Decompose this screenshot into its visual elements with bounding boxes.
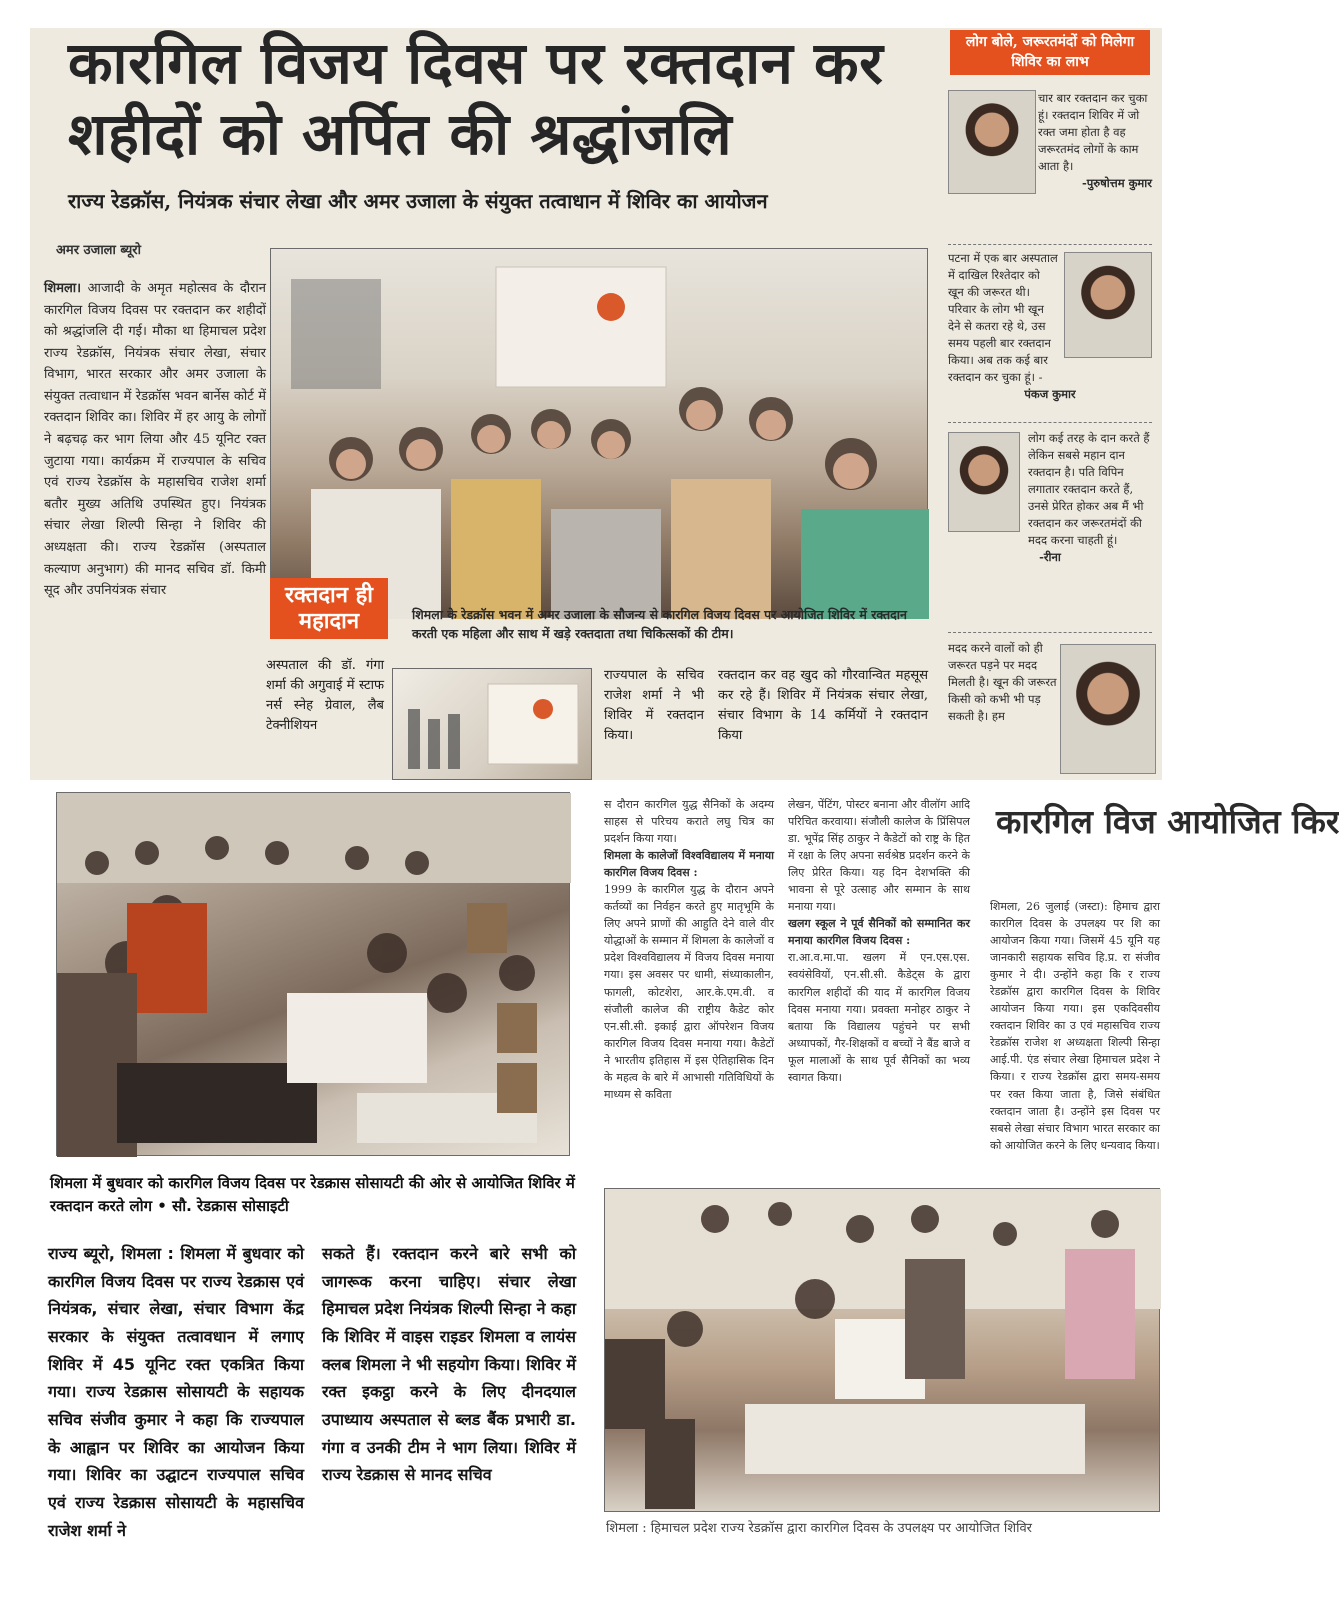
headline: कारगिल विजय दिवस पर रक्तदान कर शहीदों को अर्पित की श्रद्धांजलि — [68, 29, 884, 168]
subheadline: राज्य रेडक्रॉस, नियंत्रक संचार लेखा और अमर उजाला के संयुक्त तत्वाधान में शिविर का आयोजन — [68, 189, 768, 213]
blood-donation-hall-photo — [604, 1188, 1160, 1512]
article-column-4: रक्तदान कर वह खुद को गौरवान्वित महसूस कर रहे हैं। शिविर में नियंत्रक संचार लेखा, संचार विभाग के 14 कर्मियों ने रक्तदान किया — [718, 668, 928, 744]
campaign-poster-photo — [392, 668, 592, 780]
dateline: शिमला। — [44, 281, 82, 296]
sidebar-header: लोग बोले, जरूरतमंदों को मिलेगा शिविर का लाभ — [950, 30, 1150, 75]
portrait-reena — [948, 432, 1020, 532]
newspaper-clipping-amar-ujala — [30, 28, 1162, 780]
article-text: 1999 के कारगिल युद्ध के दौरान अपने कर्तव्यों का निर्वहन करते हुए मातृभूमि के लिए अपने प्राणों की आहुति देने वाले वीर योद्धाओं के सम्मान में शिमला के कालेजों व प्रदेश विश्वविद्यालय में विजय दिवस मनाया गया। इस अवसर पर धामी, संध्याकालीन, फागली, कोटशेरा, आर.के.एम.वी. व संजौली कालेज की राष्ट्रीय कैडेट कोर एन.सी.सी. इकाई द्वारा ऑपरेशन विजय कारगिल विजय दिवस मनाया गया। कैडेटों ने भारतीय इतिहास में इस ऐतिहासिक दिन के महत्व के बारे में आभासी गतिविधियों के माध्यम से कविता — [604, 883, 774, 1101]
section-subhead: शिमला के कालेजों विश्वविद्यालय में मनाया कारगिल विजय दिवस : — [604, 849, 774, 880]
photo-caption: शिमला के रेडक्रॉस भवन में अमर उजाला के सौजन्य से कारगिल विजय दिवस पर आयोजित शिविर में रक्तदान करती एक महिला और साथ में खड़े रक्तदाता तथा चिकित्सकों की टीम। — [412, 607, 907, 641]
blood-donation-room-photo — [56, 792, 570, 1156]
divider — [948, 244, 1152, 245]
headline: कारगिल विज आयोजित किर — [996, 802, 1339, 841]
article-text: स दौरान कारगिल युद्ध सैनिकों के अदम्य साहस से परिचय कराते लघु चित्र का प्रदर्शन किया गया। — [604, 798, 774, 846]
poster-placeholder — [393, 669, 593, 781]
quote-text: चार बार रक्तदान कर चुका हूं। रक्तदान शिविर में जो रक्त जमा होता है वह जरूरतमंद लोगों के काम आता है। — [1038, 91, 1148, 174]
photo-caption: शिमला में बुधवार को कारगिल विजय दिवस पर रेडक्रास सोसायटी की ओर से आयोजित शिविर में रक्तदान करते लोग • सौ. रेडक्रास सोसाइटी — [50, 1174, 575, 1215]
article-column-1 — [48, 1240, 304, 1538]
photo-tag: रक्तदान ही महादान — [270, 578, 388, 639]
photo-placeholder — [605, 1189, 1161, 1513]
quote-4 — [948, 640, 1058, 780]
article-column-2: अस्पताल की डॉ. गंगा शर्मा की अगुवाई में स्टाफ नर्स स्नेह ग्रेवाल, लैब टेक्नीशियन — [266, 658, 384, 734]
quote-text: लोग कई तरह के दान करते हैं लेकिन सबसे महान दान रक्तदान है। पति विपिन लगातार रक्तदान करते हैं, उनसे प्रेरित होकर अब मैं भी रक्तदान कर जरूरतमंदों की मदद करना चाहती हूं। — [1028, 431, 1150, 548]
section-subhead: खलग स्कूल ने पूर्व सैनिकों को सम्मानित कर मनाया कारगिल विजय दिवस : — [788, 917, 970, 948]
article-column-3: शिमला, 26 जुलाई (जस्टा): हिमाच द्वारा कारगिल दिवस के उपलक्ष्य पर शि का आयोजन किया गया। जिसमें 45 यूनि यह जानकारी सहायक सचिव हि.प्र. रा संजीव कुमार ने दी। उन्होंने कहा कि र राज्य रेडक्रॉस द्वारा कारगिल दिवस के शिविर आयोजन किया गया। इस एकदिवसीय रक्तदान शिविर का उ एवं महासचिव राज्य रेडक्रॉस राजेश श अध्यक्षता शिल्पी सिन्हा आई.पी. एंड संचार लेखा हिमाचल प्रदेश ने किया। र राज्य रेडक्रॉस द्वारा समय-समय पर रक्त किया जाता है, जिसे संबंधित रक्तदान जाता है। उन्होंने इस दिवस पर सबसे लेखा संचार विभाग भारत सरकार का को आयोजित करने के लिए धन्यवाद किया। — [990, 900, 1160, 1152]
divider — [948, 632, 1152, 633]
quote-1 — [1038, 90, 1152, 240]
portrait-pankaj — [1064, 252, 1152, 358]
byline: अमर उजाला ब्यूरो — [56, 243, 141, 258]
quote-3 — [948, 430, 1152, 626]
dateline: राज्य ब्यूरो, शिमला : — [48, 1244, 174, 1263]
divider — [948, 422, 1152, 423]
quote-text: पटना में एक बार अस्पताल में दाखिल रिश्तेदार को खून की जरूरत थी। परिवार के लोग भी खून देने से कतरा रहे थे, उस समय पहली बार रक्तदान किया। अब तक कई बार रक्तदान कर चुका हूं। - — [948, 251, 1058, 385]
article-text: लेखन, पेंटिंग, पोस्टर बनाना और वीलॉग आदि परिचित करवाया। संजौली कालेज के प्रिंसिपल डा. भूपेंद्र सिंह ठाकुर ने कैडेटों को राष्ट्र के हित में रक्षा के लिए अपना सर्वश्रेष्ठ प्रदर्शन करने के लिए प्रेरित किया। यह दिन देशभक्ति की भावना से पूरे उत्साह और सम्मान के साथ मनाया गया। — [788, 798, 970, 914]
article-text: रा.आ.व.मा.पा. खलग में एन.एस.एस. स्वयंसेवियों, एन.सी.सी. कैडेट्स के द्वारा कारगिल शहीदों की याद में कारगिल विजय दिवस मनाया गया। प्रवक्ता मनोहर ठाकुर ने बताया कि विद्यालय पहुंचने पर सभी अध्यापकों, गैर-शिक्षकों व बच्चों ने बैंड बाजे व फूल मालाओं के साथ पूर्व सैनिकों का भव्य स्वागत किया। — [788, 951, 970, 1084]
quote-text: मदद करने वालों को ही जरूरत पड़ने पर मदद मिलती है। खून की जरूरत किसी को कभी भी पड़ सकती है। हम — [948, 641, 1057, 724]
quote-2 — [948, 250, 1152, 416]
article-column-2 — [788, 796, 970, 1168]
blood-donation-camp-photo — [270, 248, 928, 618]
article-column-1 — [604, 796, 774, 1168]
article-text: आजादी के अमृत महोत्सव के दौरान कारगिल विजय दिवस पर रक्तदान कर शहीदों को श्रद्धांजलि दी गई। मौका था हिमाचल प्रदेश राज्य रेडक्रॉस, नियंत्रक संचार लेखा, संचार विभाग, भारत सरकार और अमर उजाला के संयुक्त तत्वाधान में रेडक्रॉस भवन बार्नेस कोर्ट में रक्तदान शिविर का। शिविर में हर आयु के लोगों ने बढ़चढ़ कर भाग लिया और 45 यूनिट रक्त जुटाया गया। कार्यक्रम में राज्यपाल के सचिव एवं राज्य रेडक्रॉस के महासचिव राजेश शर्मा बतौर मुख्य अतिथि उपस्थित हुए। नियंत्रक संचार लेखा शिल्पी सिन्हा ने शिविर की अध्यक्षता की। राज्य रेडक्रॉस (अस्पताल कल्याण अनुभाग) की मानद सचिव डॉ. किमी सूद और उपनियंत्रक संचार — [44, 281, 267, 599]
article-text: शिमला में बुधवार को कारगिल विजय दिवस पर राज्य रेडक्रास एवं नियंत्रक, संचार लेखा, संचार विभाग केंद्र सरकार के संयुक्त तत्वावधान में लगाए शिविर में 45 यूनिट रक्त एकत्रित किया गया। राज्य रेडक्रास सोसायटी के सहायक सचिव संजीव कुमार ने कहा कि राज्यपाल के आह्वान पर शिविर का आयोजन किया गया। शिविर का उद्घाटन राज्यपाल सचिव एवं राज्य रेडक्रास सोसायटी के महासचिव राजेश शर्मा ने — [48, 1244, 304, 1540]
quote-author: -पुरुषोत्तम कुमार — [1081, 176, 1152, 191]
article-column-1 — [44, 278, 266, 778]
quote-author: पंकज कुमार — [1024, 387, 1076, 402]
portrait-woman — [1060, 644, 1156, 774]
article-column-2: सकते हैं। रक्तदान करने बारे सभी को जागरूक करना चाहिए। संचार लेखा हिमाचल प्रदेश नियंत्रक शिल्पी सिन्हा ने कहा कि शिविर में वाइस राइडर शिमला व लायंस क्लब शिमला ने भी सहयोग किया। शिविर में रक्त इकट्ठा करने के लिए दीनदयाल उपाध्याय अस्पताल से ब्लड बैंक प्रभारी डा. गंगा व उनकी टीम ने भाग लिया। शिविर में राज्य रेडक्रास से मानद सचिव — [322, 1244, 576, 1485]
quote-author: -रीना — [1039, 550, 1061, 565]
portrait-purushottam — [948, 90, 1036, 194]
article-column-3: राज्यपाल के सचिव राजेश शर्मा ने भी शिविर में रक्तदान किया। — [604, 668, 704, 744]
photo-caption: शिमला : हिमाचल प्रदेश राज्य रेडक्रॉस द्वारा कारगिल दिवस के उपलक्ष्य पर आयोजित शिविर — [606, 1521, 1033, 1536]
photo-placeholder — [57, 793, 571, 1157]
photo-placeholder — [271, 249, 929, 619]
